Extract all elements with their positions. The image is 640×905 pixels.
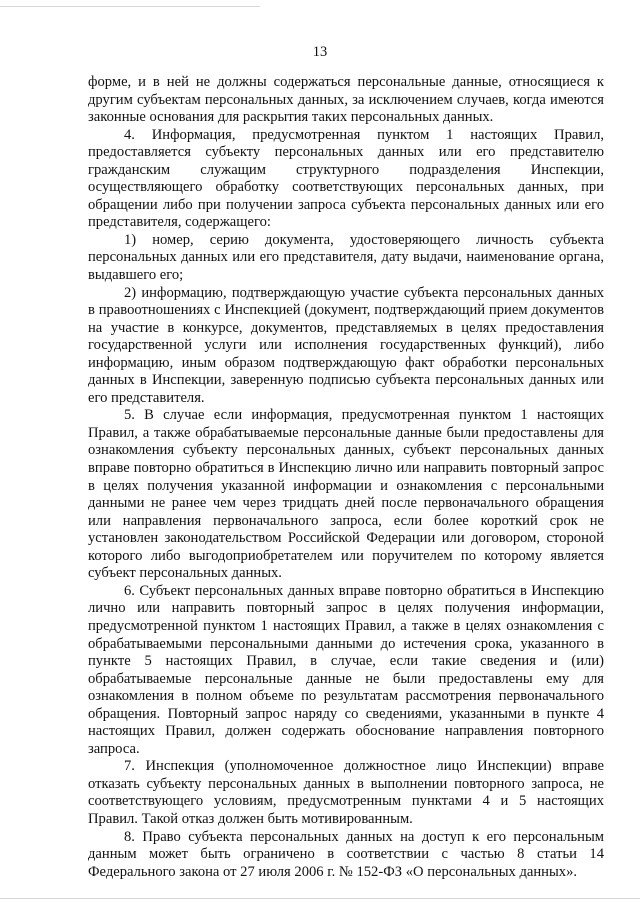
page-number: 13 — [312, 44, 328, 60]
paragraph-item-4: 4. Информация, предусмотренная пунктом 1 настоящих Правил, предоставляется субъекту персональных данных или его представителю гражданским служащим структурного подразделения Инспекции, осуществляющего обработку соответствующих персональных данных, при обращении либо при получении запроса субъекта персональных данных или его представителя, содержащего: — [88, 126, 604, 231]
scan-edge-top — [0, 6, 260, 7]
paragraph-subitem-2: 2) информацию, подтверждающую участие субъекта персональных данных в правоотношениях с Инспекцией (документ, подтверждающий прием документов на участие в конкурсе, документов, представляемых в целях предоставления государственной услуги или исполнения государственных функций), либо информацию, иным образом подтверждающую факт обработки персональных данных в Инспекции, заверенную подписью субъекта персональных данных или его представителя. — [88, 284, 604, 406]
document-body — [88, 74, 604, 881]
paragraph-item-7: 7. Инспекция (уполномоченное должностное лицо Инспекции) вправе отказать субъекту персональных данных в выполнении повторного запроса, не соответствующего условиям, предусмотренным пунктами 4 и 5 настоящих Правил. Такой отказ должен быть мотивированным. — [88, 758, 604, 827]
paragraph-item-8: 8. Право субъекта персональных данных на доступ к его персональным данным может быть ограничено в соответствии с частью 8 статьи 14 Федерального закона от 27 июля 2006 г. № 152-ФЗ «О персональных данных». — [88, 828, 604, 880]
paragraph-item-5: 5. В случае если информация, предусмотренная пунктом 1 настоящих Правил, а также обрабатываемые персональные данные были предоставлены для ознакомления субъекту персональных данных, субъект персональных данных вправе повторно обратиться в Инспекцию лично или направить повторный запрос в целях получения указанной информации и ознакомления с персональными данными не ранее чем через тридцать дней после первоначального обращения или направления первоначального запроса, если более короткий срок не установлен законодательством Российской Федерации или договором, стороной которого либо выгодоприобретателем или поручителем по которому является субъект персональных данных. — [88, 407, 604, 582]
scan-edge-bottom — [0, 898, 640, 899]
paragraph-continuation: форме, и в ней не должны содержаться персональные данные, относящиеся к другим субъектам персональных данных, за исключением случаев, когда имеются законные основания для раскрытия таких персональных данных. — [88, 74, 604, 126]
paragraph-item-6: 6. Субъект персональных данных вправе повторно обратиться в Инспекцию лично или направить повторный запрос в целях получения информации, предусмотренной пунктом 1 настоящих Правил, а также в целях ознакомления с обрабатываемыми персональными данными до истечения срока, указанного в пункте 5 настоящих Правил, в случае, если такие сведения и (или) обрабатываемые персональные данные не были предоставлены ему для ознакомления в полном объеме по результатам рассмотрения первоначального обращения. Повторный запрос наряду со сведениями, указанными в пункте 4 настоящих Правил, должен содержать обоснование направления повторного запроса. — [88, 582, 604, 757]
paragraph-subitem-1: 1) номер, серию документа, удостоверяющего личность субъекта персональных данных или его представителя, дату выдачи, наименование органа, выдавшего его; — [88, 231, 604, 284]
